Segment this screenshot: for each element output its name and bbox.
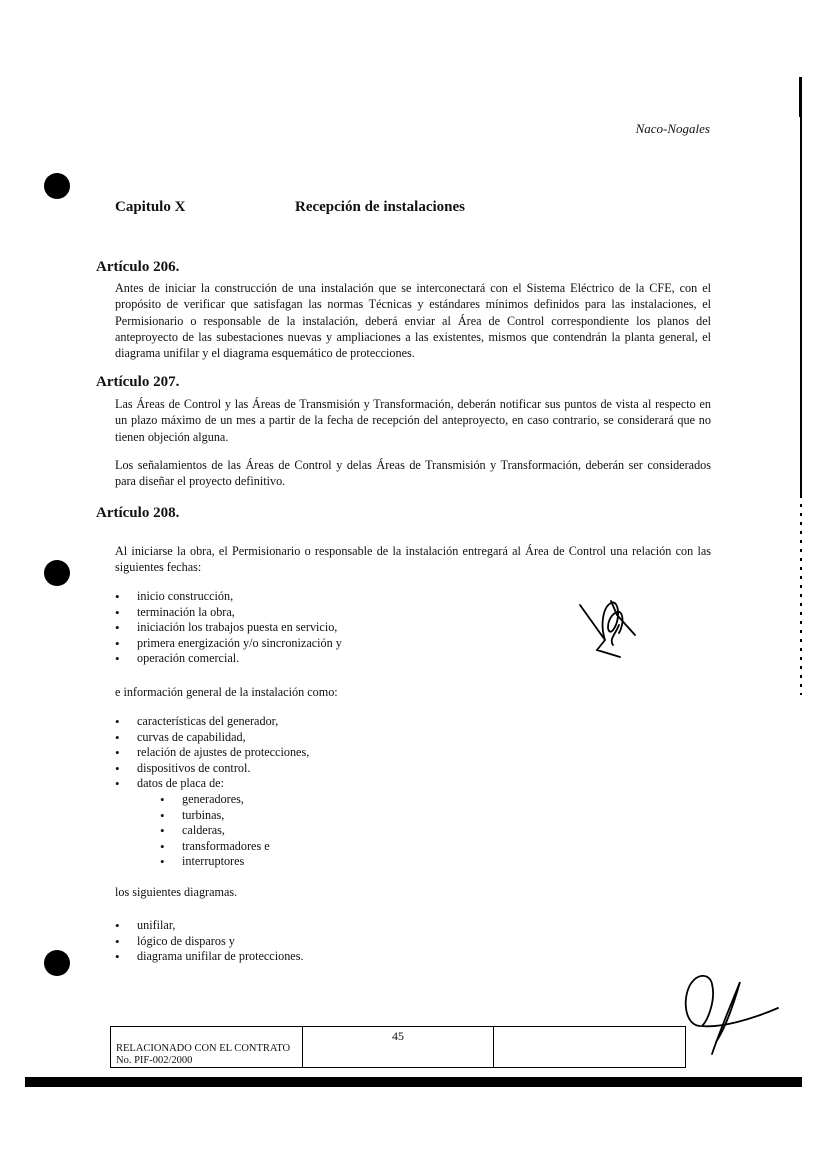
list-item: • interruptores: [160, 854, 460, 870]
binder-hole-middle: [44, 560, 70, 586]
list-item: • transformadores e: [160, 839, 460, 855]
footer-contract-table: [110, 1026, 686, 1068]
binder-hole-top: [44, 173, 70, 199]
nameplate-list: [160, 792, 460, 870]
article-208-heading: Artículo 208.: [96, 505, 180, 521]
article-208-intro: Al iniciarse la obra, el Permisionario o responsable de la instalación entregará al Área de Control una relación con las siguientes fechas:: [115, 544, 711, 575]
page-edge-dots: [800, 495, 802, 695]
footer-empty-cell: [494, 1027, 685, 1067]
list-item: • unifilar,: [115, 918, 515, 934]
list-item: • inicio construcción,: [115, 589, 515, 605]
list-item: • lógico de disparos y: [115, 934, 515, 950]
list-item: • características del generador,: [115, 714, 515, 730]
info-intro: e información general de la instalación como:: [115, 685, 338, 699]
list-item: • curvas de capabilidad,: [115, 730, 515, 746]
dates-list: [115, 589, 515, 667]
list-item: • relación de ajustes de protecciones,: [115, 745, 515, 761]
diagrams-intro: los siguientes diagramas.: [115, 885, 238, 899]
contract-cell: [111, 1027, 303, 1067]
list-item: • operación comercial.: [115, 651, 515, 667]
article-206-paragraph: Antes de iniciar la construcción de una instalación que se interconectará con el Sistema Eléctrico de la CFE, con el propósito de verificar que satisfagan las normas Técnicas y estándares mínimos definidos para las instalaciones, el Permisionario o responsable de la instalación, deberá enviar al Área de Control correspondiente los planos del anteproyecto de las subestaciones nuevas y ampliaciones a las existentes, mismos que contendrán la planta general, el diagrama unifilar y el diagrama esquemático de protecciones.: [115, 281, 711, 361]
article-207-paragraph-1: Las Áreas de Control y las Áreas de Transmisión y Transformación, deberán notificar sus puntos de vista al respecto en un plazo máximo de un mes a partir de la fecha de recepción del anteproyecto, en caso contrario, se considerará que no tienen objeción alguna.: [115, 397, 711, 444]
list-item: • iniciación los trabajos puesta en servicio,: [115, 620, 515, 636]
list-item: • primera energización y/o sincronización y: [115, 636, 515, 652]
signature-initials-icon: [575, 595, 645, 661]
binder-hole-bottom: [44, 950, 70, 976]
chapter-label: Capitulo X: [115, 199, 186, 215]
list-item: • dispositivos de control.: [115, 761, 515, 777]
page-edge-rule: [800, 77, 802, 495]
article-206-heading: Artículo 206.: [96, 259, 180, 275]
list-item: • generadores,: [160, 792, 460, 808]
signature-icon: [680, 970, 790, 1056]
info-list: [115, 714, 515, 792]
list-item: • terminación la obra,: [115, 605, 515, 621]
scan-bottom-bar: [25, 1077, 802, 1087]
chapter-title: Recepción de instalaciones: [295, 199, 465, 215]
article-207-heading: Artículo 207.: [96, 374, 180, 390]
diagrams-list: [115, 918, 515, 965]
article-207-paragraph-2: Los señalamientos de las Áreas de Control y delas Áreas de Transmisión y Transformación, deberán ser considerados para diseñar el proyecto definitivo.: [115, 458, 711, 489]
list-item: • diagrama unifilar de protecciones.: [115, 949, 515, 965]
list-item: • turbinas,: [160, 808, 460, 824]
contract-line-1: RELACIONADO CON EL CONTRATO: [116, 1043, 291, 1054]
list-item: • calderas,: [160, 823, 460, 839]
contract-number: No. PIF-002/2000: [116, 1055, 193, 1066]
list-item: • datos de placa de:: [115, 776, 515, 792]
page-number: 45: [303, 1027, 494, 1067]
header-location: Naco-Nogales: [635, 121, 710, 136]
